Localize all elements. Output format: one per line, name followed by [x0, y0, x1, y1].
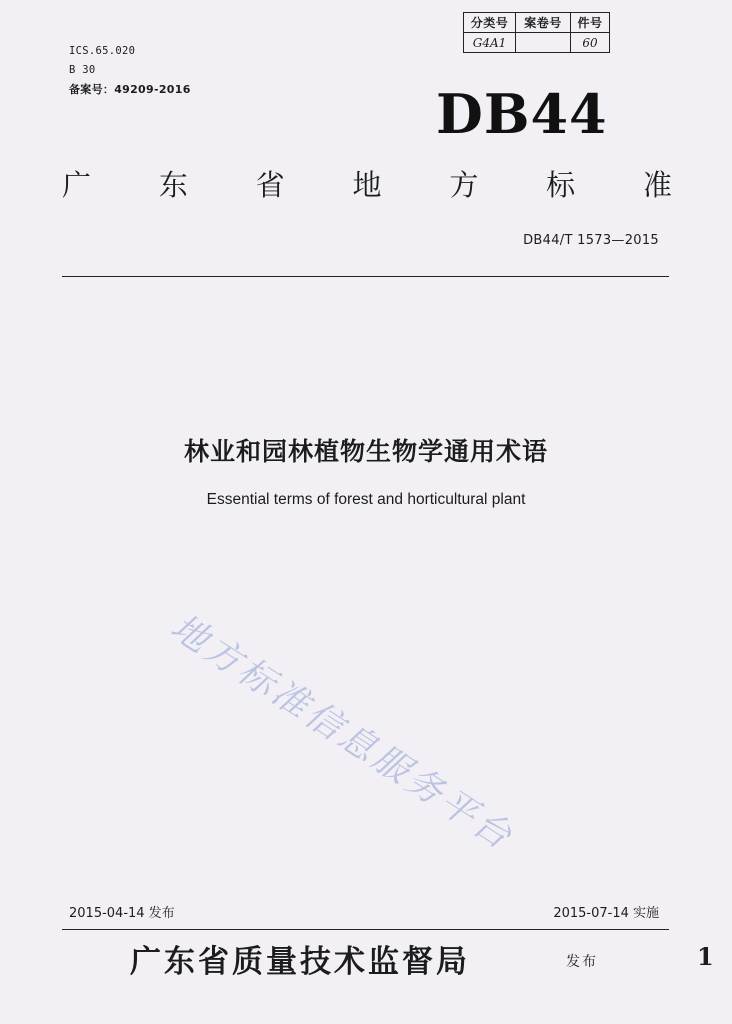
filing-number: 备案号：49209-2016 — [69, 83, 191, 96]
category-char: 准 — [642, 168, 672, 202]
standard-category — [62, 163, 672, 204]
category-char: 标 — [546, 168, 576, 202]
category-char: 地 — [352, 168, 382, 202]
ccs-code: B 30 — [69, 64, 96, 76]
issue-date: 2015-04-14 发布 — [69, 906, 175, 921]
page-number: 1 — [697, 942, 714, 971]
watermark: 地方标准信息服务平台 — [163, 606, 522, 859]
issue-label: 发布 — [566, 954, 598, 970]
implement-date: 2015-07-14 实施 — [553, 906, 659, 921]
ics-code: ICS.65.020 — [69, 45, 136, 57]
archive-value-category: G4A1 — [464, 33, 516, 53]
category-char: 东 — [158, 168, 188, 202]
archive-header-category: 分类号 — [464, 13, 516, 33]
classification-block — [69, 42, 191, 99]
bottom-divider — [62, 929, 669, 930]
standard-code: DB44/T 1573—2015 — [523, 233, 659, 248]
category-char: 广 — [62, 168, 92, 202]
archive-value-item: 60 — [571, 33, 610, 53]
title-english: Essential terms of forest and horticultural plant — [206, 491, 526, 508]
title-chinese: 林业和园林植物生物学通用术语 — [183, 437, 548, 466]
archive-header-file: 案卷号 — [516, 13, 571, 33]
archive-value-file — [516, 33, 571, 53]
category-char: 方 — [449, 168, 479, 202]
archive-stamp-table — [463, 12, 610, 53]
archive-header-item: 件号 — [571, 13, 610, 33]
db44-logo: DB44 — [436, 82, 608, 146]
category-char: 省 — [255, 168, 285, 202]
top-divider — [62, 276, 669, 277]
issuing-authority: 广东省质量技术监督局 — [130, 944, 470, 980]
